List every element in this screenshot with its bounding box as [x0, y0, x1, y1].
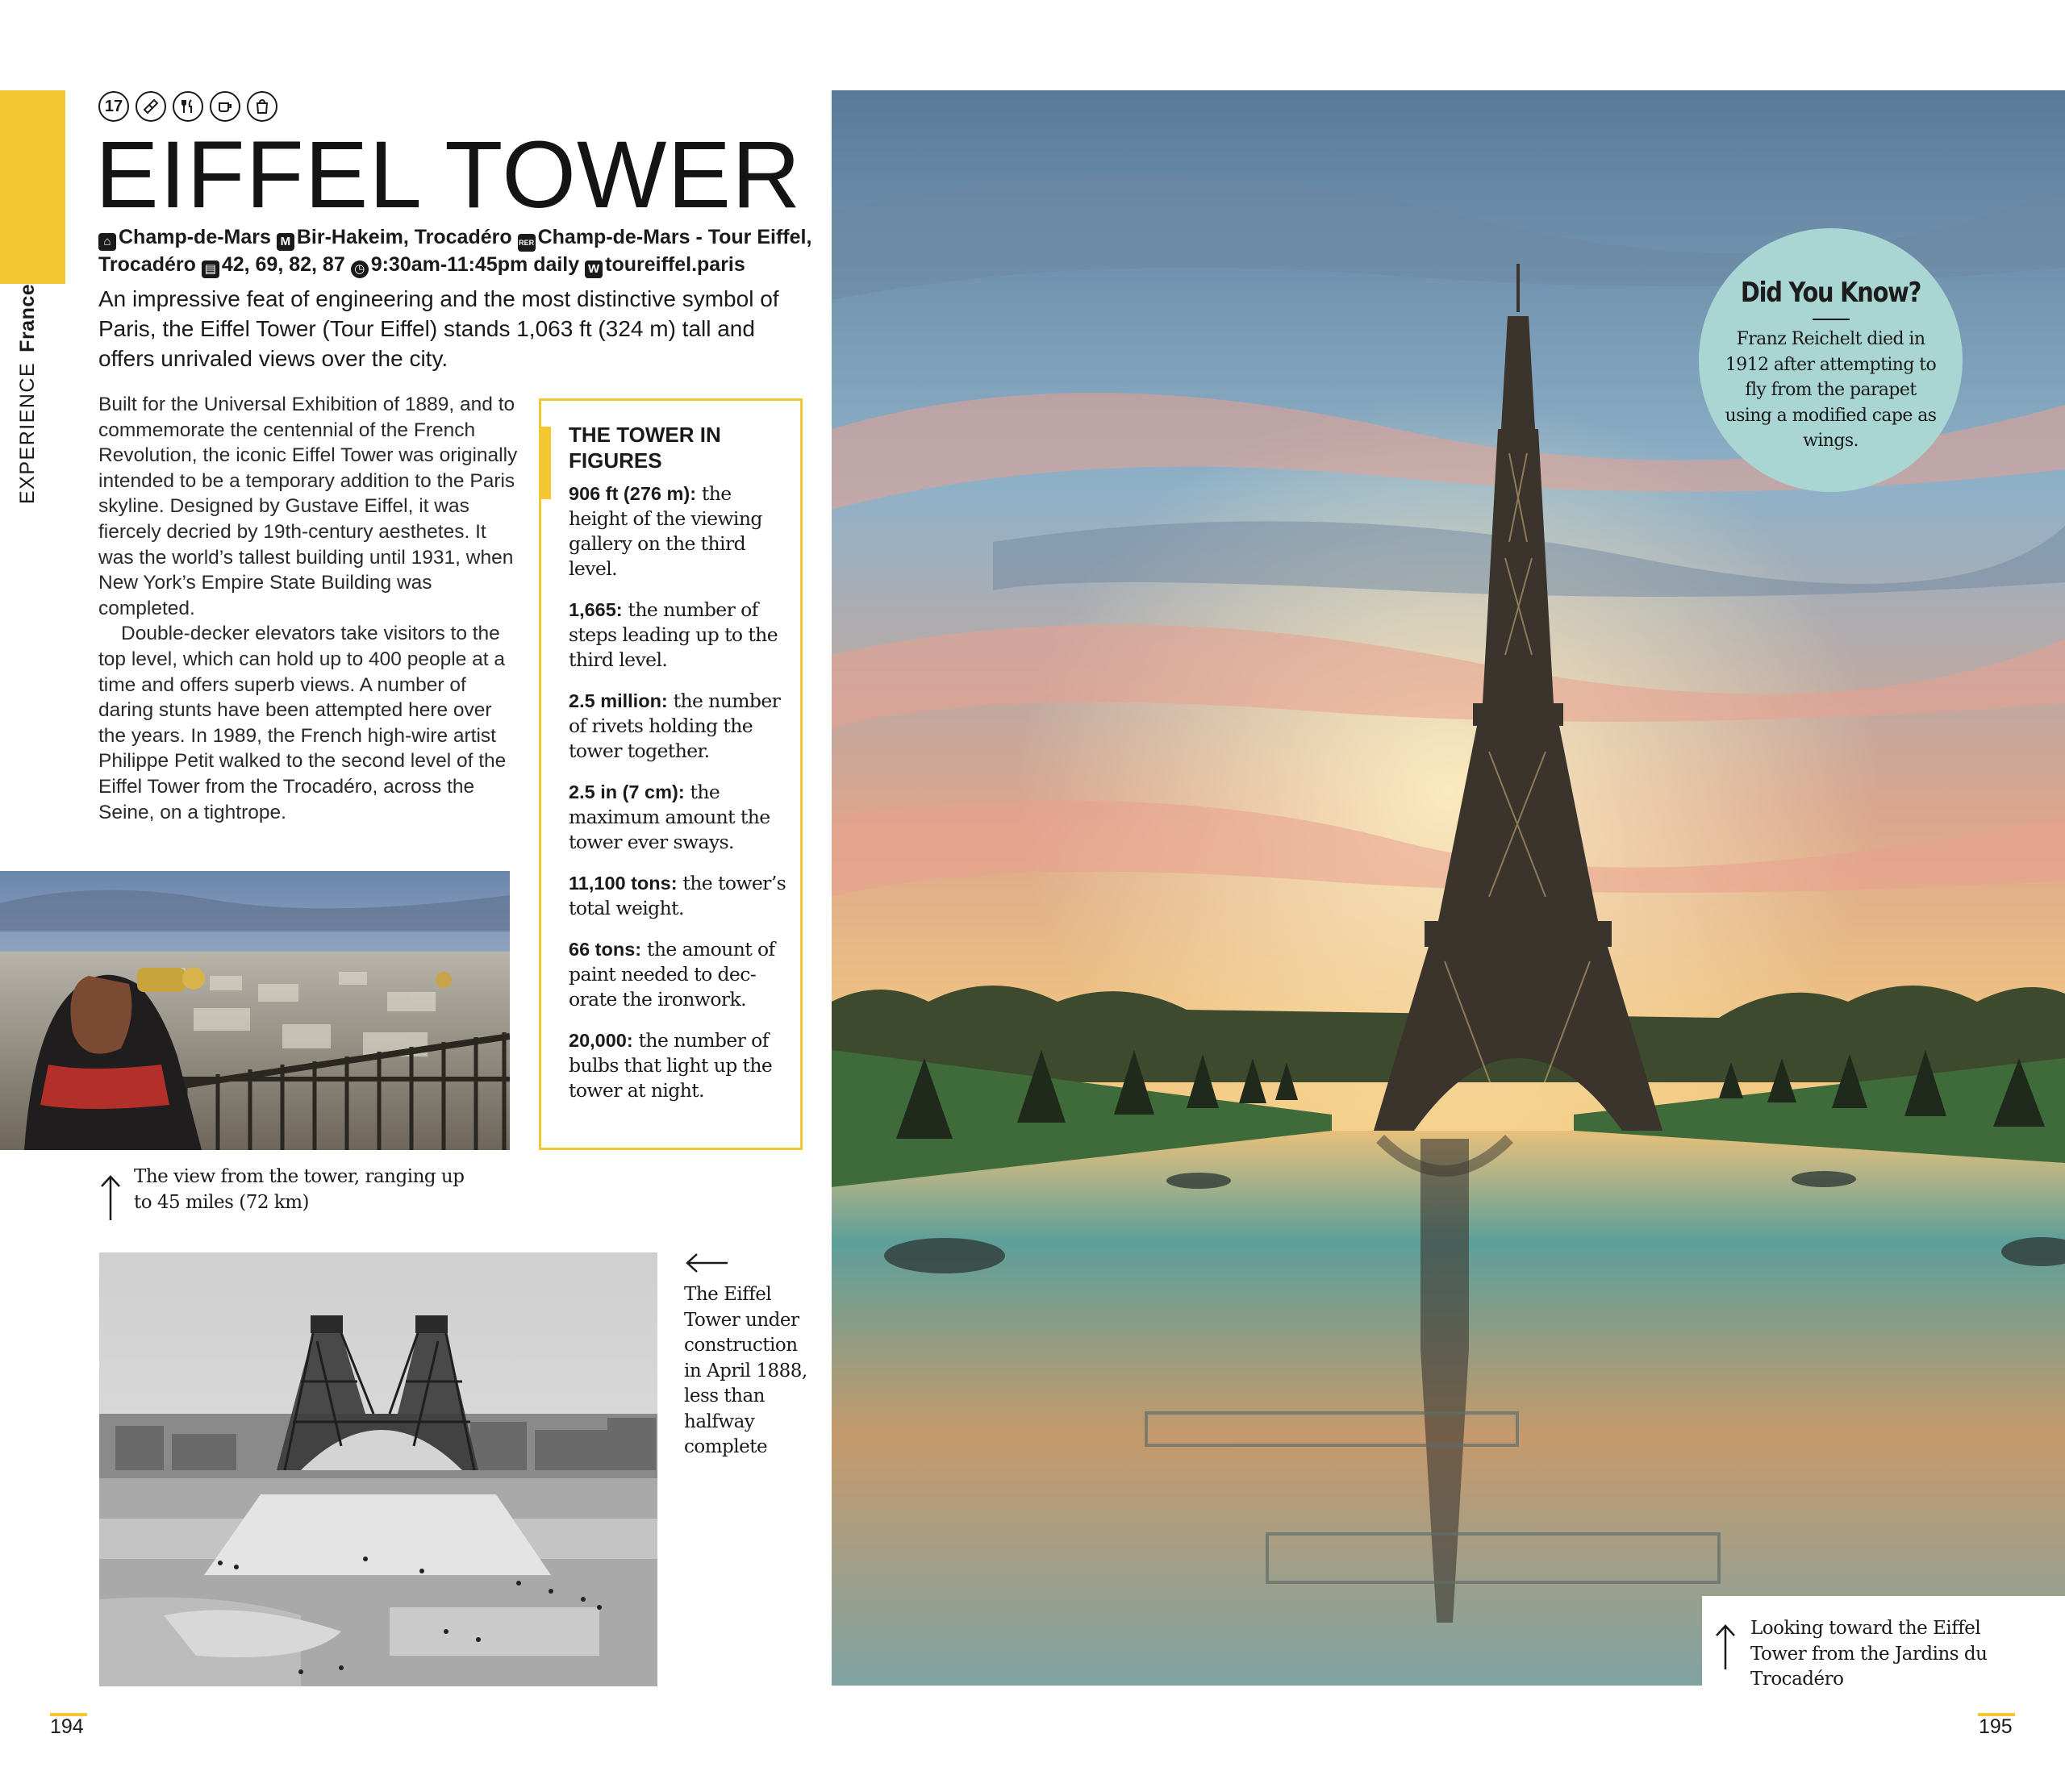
page-number-right: 195	[1979, 1715, 2013, 1738]
page-number-left: 194	[50, 1715, 84, 1738]
did-you-know-divider	[1813, 319, 1850, 320]
clock-icon: ◷	[351, 260, 369, 278]
rer-stations-cont: Trocadéro	[98, 253, 196, 276]
figures-list	[569, 481, 795, 1119]
section-label	[16, 283, 105, 516]
did-you-know-text: Franz Reichelt died in 1912 after attempting to fly from the parapet using a modified cape as wings.	[1725, 329, 1937, 451]
figure-item: 66 tons: the amount of paint needed to dec-orate the ironwork.	[569, 938, 775, 1011]
photo-construction	[99, 1252, 657, 1686]
did-you-know-bubble	[1699, 228, 1963, 492]
bus-routes: 42, 69, 82, 87	[221, 253, 345, 276]
figure-item: 20,000: the number of bulbs that light up the tower at night.	[569, 1029, 773, 1102]
address-icon: ⌂	[98, 233, 116, 251]
rer-icon: RER	[518, 234, 536, 252]
figures-title: THE TOWER IN FIGURES	[569, 423, 721, 473]
website-link[interactable]: toureiffel.paris	[605, 253, 745, 276]
body-paragraph-2: Double-decker elevators take visitors to the top level, which can hold up to 400 people at a time and offers superb views. A number of daring stunts have been attempted here over the years. In 1989, the French high-wire artist Philippe Petit walked to the second level of the Eiffel Tower from the Trocadéro, across the Seine, on a tightrope.	[98, 623, 507, 823]
did-you-know-title: Did You Know?	[1740, 277, 1921, 309]
caption-main: Looking toward the Eiffel Tower from the Jardins du Trocadéro	[1750, 1618, 1988, 1690]
shopping-icon	[247, 91, 277, 122]
arrow-up-icon	[98, 1173, 123, 1222]
body-paragraph-1: Built for the Universal Exhibition of 1889, and to commemorate the centennial of the French Revolution, the iconic Eiffel Tower was originally intended to be a temporary addition to the Paris skyline. Designed by Gustave Eiffel, it was fiercely decried by 19th-century aesthetes. It was the world’s tallest building until 1931, when New York’s Empire State Building was completed.	[98, 394, 518, 619]
country-name: France	[16, 283, 39, 352]
figure-item: 2.5 million: the number of rivets holding the tower together.	[569, 690, 781, 762]
number-badge: 17	[98, 91, 129, 122]
figure-item: 1,665: the number of steps leading up to the third level.	[569, 598, 778, 671]
figures-accent-bar	[541, 427, 551, 499]
metro-stations: Bir-Hakeim, Trocadéro	[296, 226, 512, 248]
figure-item: 11,100 tons: the tower’s total weight.	[569, 872, 786, 919]
arrow-left-icon	[684, 1251, 729, 1275]
body-text	[98, 392, 518, 825]
caption-view: The view from the tower, ranging up to 45 miles (72 km)	[134, 1166, 465, 1213]
restaurant-icon	[173, 91, 203, 122]
opening-hours: 9:30am-11:45pm daily	[370, 253, 580, 276]
section-tab	[0, 90, 65, 284]
figure-item: 906 ft (276 m): the height of the viewing gallery on the third level.	[569, 482, 762, 580]
arrow-up-icon	[1713, 1623, 1738, 1671]
metro-icon: M	[277, 233, 294, 251]
figures-box	[539, 398, 803, 1150]
address: Champ-de-Mars	[119, 226, 271, 248]
intro-paragraph: An impressive feat of engineering and the most distinctive symbol of Paris, the Eiffel Tower (Tour Eiffel) stands 1,063 ft (324 m) tall and offers unrivaled views over the city.	[98, 286, 779, 371]
rer-stations: Champ-de-Mars - Tour Eiffel,	[537, 226, 812, 248]
section-name: EXPERIENCE	[16, 361, 39, 504]
page-title: EIFFEL TOWER	[95, 122, 802, 228]
figure-item: 2.5 in (7 cm): the maximum amount the tower ever sways.	[569, 781, 770, 853]
photo-view-from-tower	[0, 871, 510, 1150]
bus-icon: ▤	[202, 260, 219, 278]
cafe-icon	[210, 91, 240, 122]
website-icon: W	[585, 260, 603, 278]
feature-icons	[98, 91, 277, 123]
map-icon	[136, 91, 166, 122]
caption-construction: The Eiffel Tower under construction in April 1888, less than halfway complete	[684, 1284, 807, 1457]
practical-info	[98, 224, 824, 278]
